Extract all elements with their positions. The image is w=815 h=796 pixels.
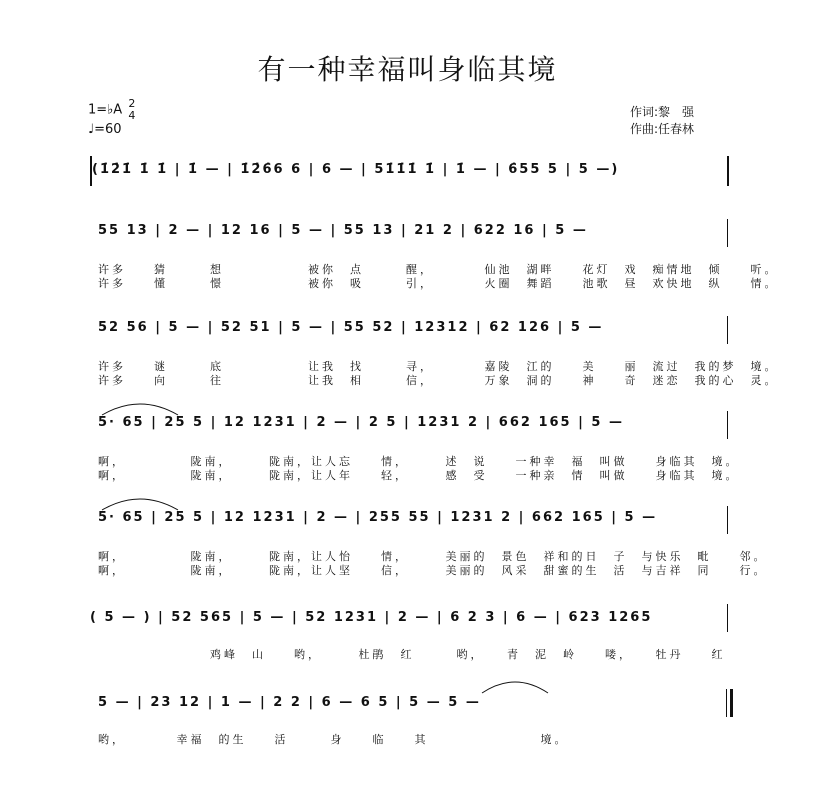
notation-line: 5 — | 23 12 | 1 — | 2 2 | 6 — 6 5 | 5 — 5 —: [98, 695, 481, 710]
score-line-5: [0, 500, 815, 580]
barline: [90, 156, 92, 186]
notation-line: 5· 65 | 25 5 | 12 1231 | 2 — | 255 55 | 1231 2 | 662 165 | 5 —: [98, 510, 658, 525]
lyric-verse-1: 许多 谜 底 让我 找 寻， 嘉陵 江的 美 丽 流过 我的梦 境。: [98, 360, 779, 373]
slur: [480, 675, 550, 695]
score-line-3: [0, 312, 815, 392]
notation-line: 52 56 | 5 — | 52 51 | 5 — | 55 52 | 12312 | 62 126 | 5 —: [98, 320, 604, 335]
credits: [630, 104, 694, 138]
slur: [100, 492, 180, 512]
lyric-verse-1: 鸡峰 山 哟， 杜鹃 红 哟， 青 泥 岭 喽， 牡丹 红: [98, 648, 726, 661]
lyric-verse-2: 啊， 陇南， 陇南，让人坚 信， 美丽的 风采 甜蜜的生 活 与吉祥 同 行。: [98, 564, 768, 577]
slur: [100, 397, 180, 417]
lyric-verse-1: 哟， 幸福 的生 活 身 临 其 境。: [98, 733, 569, 746]
lyric-verse-1: 啊， 陇南， 陇南，让人忘 情， 述 说 一种幸 福 叫做 身临其 境。: [98, 455, 740, 468]
lyric-verse-1: 啊， 陇南， 陇南，让人怡 情， 美丽的 景色 祥和的日 子 与快乐 毗 邻。: [98, 550, 768, 563]
notation-line: (1̇2̇1̇ 1̇ 1̇ | 1̇ — | 1̇2̇6̇6 6 | 6 — | 51̇1̇1̇ 1̇ | 1̇ — | 6̇55 5 | 5 —): [92, 162, 620, 177]
score-line-2: [0, 215, 815, 295]
tempo-mark: ♩=60: [88, 122, 122, 137]
score-line-4: [0, 405, 815, 485]
score-line-7: [0, 685, 815, 755]
score-line-1: [0, 152, 815, 192]
barline: [726, 689, 727, 717]
barline: [727, 506, 728, 534]
barline: [727, 316, 728, 344]
barline: [727, 219, 728, 247]
time-top: 2: [128, 97, 136, 110]
barline: [727, 411, 728, 439]
lyric-verse-2: 许多 向 往 让我 相 信， 万象 洞的 神 奇 迷恋 我的心 灵。: [98, 374, 779, 387]
lyricist: 作词:黎 强: [630, 105, 695, 119]
song-title: 有一种幸福叫身临其境: [257, 53, 558, 86]
score-line-6: [0, 600, 815, 670]
time-bottom: 4: [128, 109, 136, 122]
lyric-verse-1: 许多 猜 想 被你 点 醒， 仙池 湖畔 花灯 戏 痴情地 倾 听。: [98, 263, 779, 276]
notation-line: ( 5 — ) | 52 565 | 5 — | 52 1231 | 2 — | 6 2 3 | 6 — | 623 1265: [90, 610, 653, 625]
key-signature: [88, 98, 135, 122]
notation-line: 5· 65 | 25 5 | 12 1231 | 2 — | 2 5 | 1231 2 | 662 165 | 5 —: [98, 415, 624, 430]
barline: [727, 604, 728, 632]
lyric-verse-2: 啊， 陇南， 陇南，让人年 轻， 感 受 一种亲 情 叫做 身临其 境。: [98, 469, 740, 482]
key-signature-block: [88, 98, 135, 138]
barline: [727, 156, 729, 186]
composer: 作曲:任春林: [630, 122, 695, 136]
lyric-verse-2: 许多 懂 憬 被你 吸 引， 火圈 舞蹈 池歌 昼 欢快地 纵 情。: [98, 277, 779, 290]
final-barline: [730, 689, 733, 717]
key-text: 1=♭A: [88, 102, 123, 118]
notation-line: 55 13 | 2 — | 12 16 | 5 — | 55 13 | 21 2 | 622 16 | 5 —: [98, 223, 588, 238]
time-signature: [128, 98, 135, 122]
